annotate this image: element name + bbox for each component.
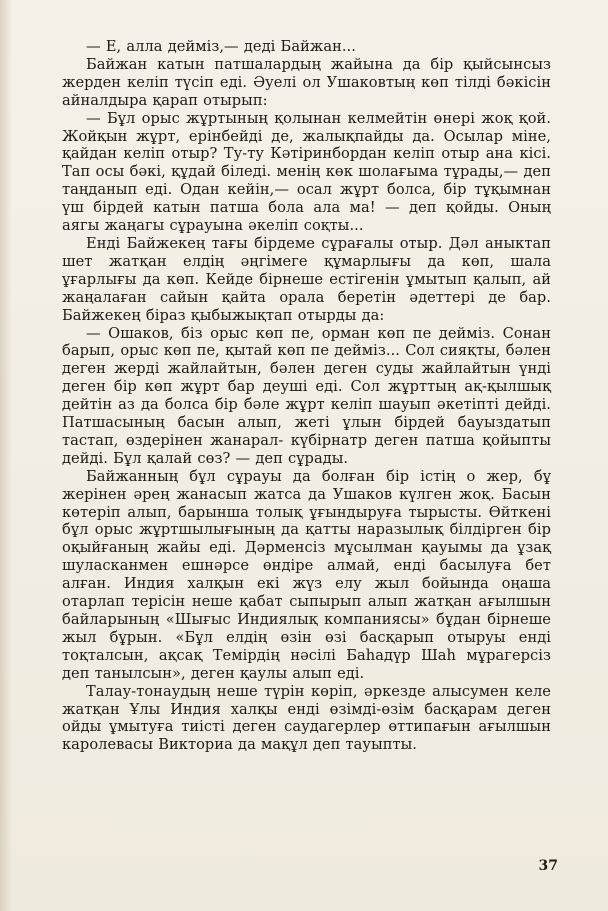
paragraph-3: — Бұл орыс жұртының қолынан келмейтiн өнерi жоқ қой. Жойқын жұрт, ерiнбейдi де, жалықпайды да. Осылар мiне, қайдан келiп отыр? Ту-ту Кәтiринбордан келiп отыр ана кiсi. Тап осы бәкi, құдай бiледi. менiң көк шолағыма тұрады,— деп таңданып едi. Одан кейiн,— осал жұрт болса, бiр тұқымнан үш бiрдей катын патша бола ала ма! — деп қойды. Оның аягы жаңагы сұрауына әкелiп соқты... — [62, 109, 551, 235]
page-number: 37 — [538, 858, 558, 874]
paragraph-2: Байжан катын патшалардың жайына да бiр қыйсынсыз жерден келiп түсiп едi. Әуелi ол Ушаковтың көп тiлдi бәкiсiн айналдыра қарап отырып: — [62, 55, 551, 109]
paragraph-5: — Ошаков, бiз орыс көп пе, орман көп пе деймiз. Сонан барып, орыс көп пе, қытай көп пе деймiз... Сол сияқты, бәлен деген жердi жайлайтын, бәлен деген суды жайлайтын үндi деген бiр көп жұрт бар деушi едi. Сол жұрттың ақ-қылшық дейтiн аз да болса бiр бәле жұрт келiп шауып әкетiптi дейдi. Патшасының басын алып, жетi ұлын бiрдей бауыздатып тастап, өздерiнен жанарал- күбiрнатр деген патша қойыпты дейдi. Бұл қалай сөз? — деп сұрады. — [62, 324, 551, 467]
paragraph-6: Байжанның бұл сұрауы да болған бiр iстiң о жер, бұ жерiнен әрең жанасып жатса да Ушаков күлген жоқ. Басын көтерiп алып, барынша толық ұғындыруға тырысты. Өйткенi бұл орыс жұртшылығының да қатты наразылық бiлдiрген бiр оқыйғаның жайы едi. Дәрменсiз мұсылман қауымы да ұзақ шуласканмен ешнәрсе өндiре алмай, ендi басылуға бет алған. Индия халқын екi жүз елу жыл бойында оңаша отарлап терiсiн неше қабат сыпырып алып жатқан ағылшын байларының «Шығыс Индиялық компаниясы» бұдан бiрнеше жыл бұрын. «Бұл елдiң өзiн өзi басқарып отыруы ендi тоқталсын, ақсақ Темiрдiң нәсiлi Баһадүр Шаһ мұрагерсiз деп танылсын», деген қаулы алып едi. — [62, 467, 551, 682]
paragraph-4: Ендi Байжекең тағы бiрдеме сұрағалы отыр. Дәл аныктап шет жатқан елдiң әңгiмеге құмарлығы да көп, шала ұғарлығы да көп. Кейде бiрнеше естiгенiн ұмытып қалып, ай жаңалаған сайын қайта орала беретiн әдеттерi де бар. Байжекең бiраз қыбыжықтап отырды да: — [62, 234, 551, 324]
body-text — [62, 38, 551, 754]
paragraph-7: Талау-тонаудың неше түрiн көрiп, әркезде алысумен келе жатқан Ұлы Индия халқы ендi өзiмдi-өзiм басқарам деген ойды ұмытуға тиiстi деген саудагерлер өттипағын ағылшын каролевасы Викториа да мақұл деп тауыпты. — [62, 682, 551, 754]
page-gutter-shadow — [0, 0, 12, 911]
paragraph-1: — Е, алла деймiз,— дедi Байжан... — [86, 38, 356, 55]
